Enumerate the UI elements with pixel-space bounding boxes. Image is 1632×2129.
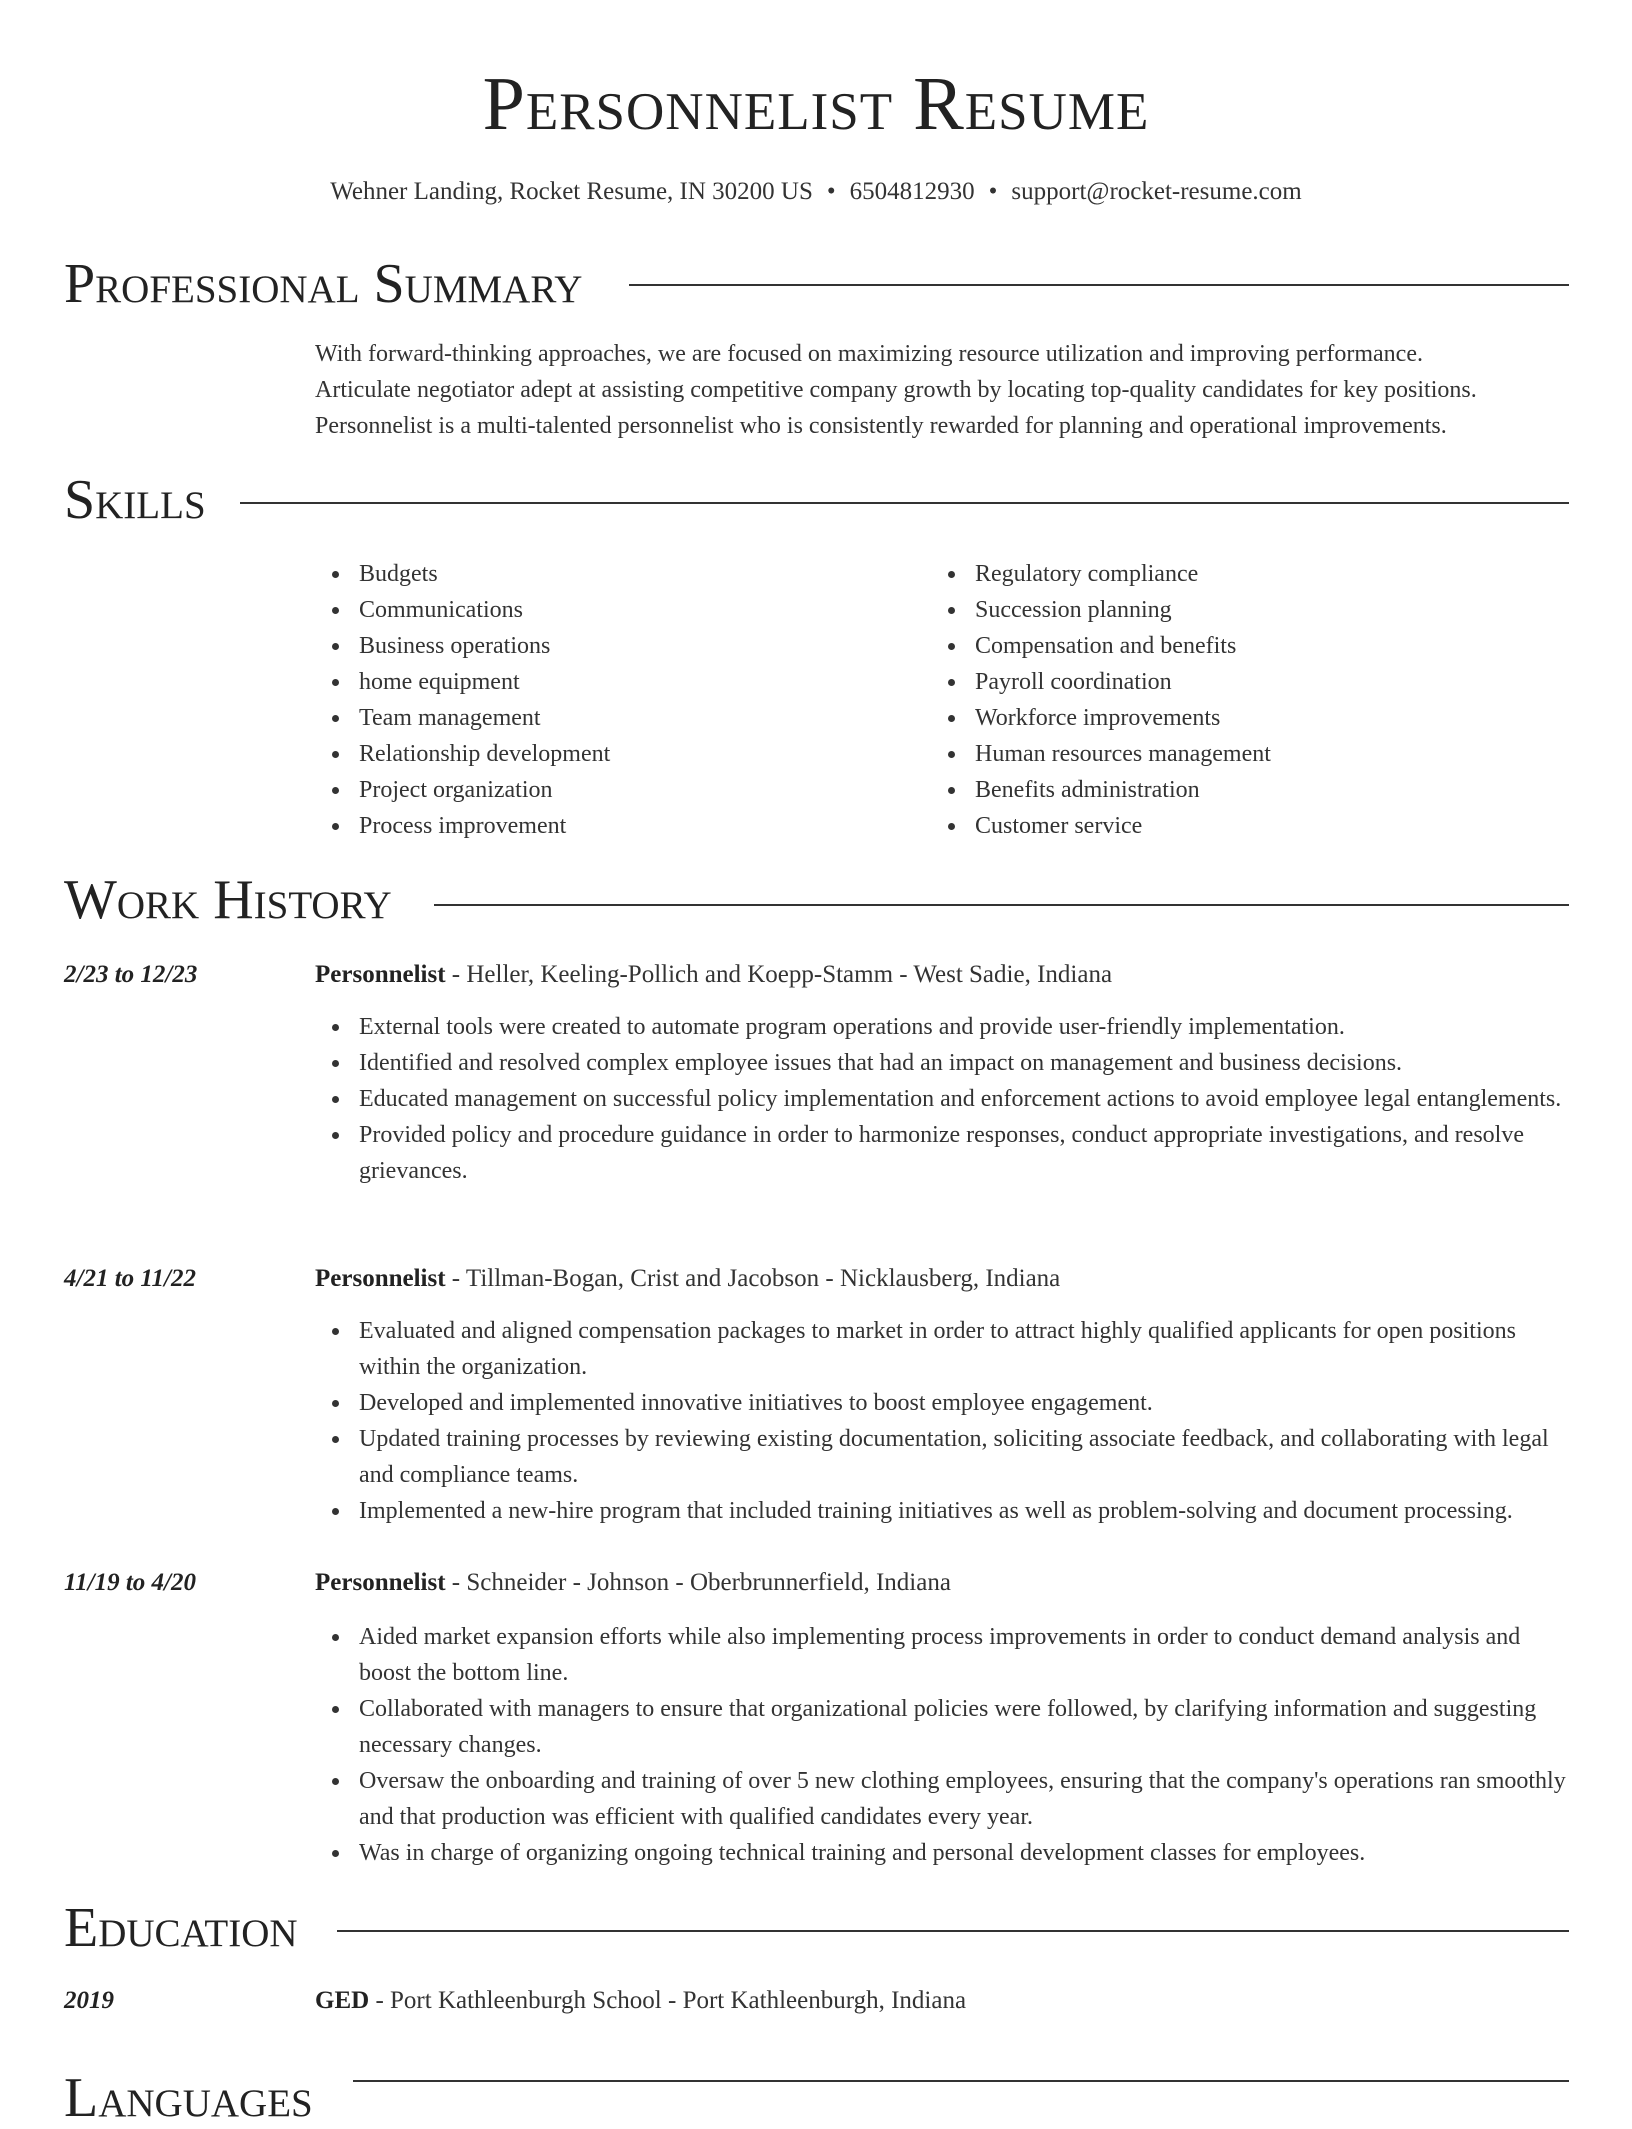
contact-separator: •: [826, 178, 836, 205]
skill-item: Communications: [315, 592, 915, 628]
job-bullet: Identified and resolved complex employee issues that had an impact on management and business decisions.: [315, 1045, 1569, 1081]
skill-item: Regulatory compliance: [931, 556, 1531, 592]
job-bullet: Developed and implemented innovative initiatives to boost employee engagement.: [315, 1385, 1569, 1421]
job-role: Personnelist: [315, 961, 446, 988]
summary-line: With forward-thinking approaches, we are focused on maximizing resource utilization and improving performance.: [315, 341, 1423, 367]
section-professional-summary: [64, 246, 1569, 318]
skill-item: Relationship development: [315, 736, 915, 772]
section-languages: [64, 2040, 1569, 2129]
job-bullet: Provided policy and procedure guidance in order to harmonize responses, conduct appropriate investigations, and resolve grievances.: [315, 1117, 1569, 1189]
skill-item: Workforce improvements: [931, 700, 1531, 736]
summary-text: [315, 336, 1569, 444]
job-role: Personnelist: [315, 1265, 446, 1292]
section-title: Work History: [64, 870, 396, 930]
job-details: - Schneider - Johnson - Oberbrunnerfield, Indiana: [445, 1569, 951, 1596]
skill-item: Human resources management: [931, 736, 1531, 772]
contact-line: [0, 176, 1632, 208]
job-heading: [315, 1565, 1569, 1601]
education-heading: [315, 1983, 1569, 2019]
skill-item: Team management: [315, 700, 915, 736]
skill-item: Process improvement: [315, 808, 915, 844]
job-bullet: Evaluated and aligned compensation packages to market in order to attract highly qualified applicants for open positions within the organization.: [315, 1313, 1569, 1385]
skill-item: Project organization: [315, 772, 915, 808]
contact-address: Wehner Landing, Rocket Resume, IN 30200 US: [330, 178, 813, 205]
contact-phone[interactable]: 6504812930: [849, 178, 975, 205]
job-details: - Tillman-Bogan, Crist and Jacobson - Nicklausberg, Indiana: [445, 1265, 1061, 1292]
education-degree: GED: [315, 1987, 370, 2014]
job-bullet: Implemented a new-hire program that included training initiatives as well as problem-solving and document processing.: [315, 1493, 1569, 1529]
section-divider: [434, 904, 1569, 906]
contact-separator: •: [988, 178, 998, 205]
skill-item: Business operations: [315, 628, 915, 664]
job-bullet: Educated management on successful policy implementation and enforcement actions to avoid employee legal entanglements.: [315, 1081, 1569, 1117]
job-bullet: External tools were created to automate program operations and provide user-friendly implementation.: [315, 1009, 1569, 1045]
job-bullet: Updated training processes by reviewing existing documentation, soliciting associate feedback, and collaborating with legal and compliance teams.: [315, 1421, 1569, 1493]
section-divider: [353, 2080, 1569, 2082]
resume-title: Personnelist Resume: [482, 62, 1150, 146]
skill-item: Budgets: [315, 556, 915, 592]
section-title: Languages: [64, 2068, 317, 2128]
job-heading: [315, 1261, 1569, 1297]
education-year: 2019: [64, 1987, 114, 2014]
section-education: [64, 1890, 1569, 1962]
section-title: Professional Summary: [64, 254, 586, 314]
section-work-history: [64, 862, 1569, 934]
summary-line: Articulate negotiator adept at assisting competitive company growth by locating top-quality candidates for key positions.: [315, 377, 1477, 403]
section-divider: [240, 502, 1569, 504]
education-details: - Port Kathleenburgh School - Port Kathleenburgh, Indiana: [369, 1987, 967, 2014]
job-role: Personnelist: [315, 1569, 446, 1596]
skill-item: Succession planning: [931, 592, 1531, 628]
job-bullet: Collaborated with managers to ensure that organizational policies were followed, by clarifying information and suggesting necessary changes.: [315, 1691, 1569, 1763]
skill-item: Customer service: [931, 808, 1531, 844]
job-bullets: [315, 1313, 1569, 1529]
section-divider: [629, 284, 1569, 286]
skill-item: home equipment: [315, 664, 915, 700]
job-bullet: Oversaw the onboarding and training of over 5 new clothing employees, ensuring that the company's operations ran smoothly and that production was efficient with qualified candidates every year.: [315, 1763, 1569, 1835]
skill-item: Benefits administration: [931, 772, 1531, 808]
job-heading: [315, 957, 1569, 993]
section-divider: [337, 1930, 1569, 1932]
skill-item: Compensation and benefits: [931, 628, 1531, 664]
skill-item: Payroll coordination: [931, 664, 1531, 700]
skills-column-left: [315, 556, 915, 844]
job-dates: 11/19 to 4/20: [64, 1569, 196, 1596]
job-dates: 2/23 to 12/23: [64, 961, 198, 988]
job-bullets: [315, 1009, 1569, 1189]
section-skills: [64, 462, 1569, 534]
contact-email[interactable]: support@rocket-resume.com: [1011, 178, 1302, 205]
section-title: Skills: [64, 470, 210, 530]
job-details: - Heller, Keeling-Pollich and Koepp-Stamm - West Sadie, Indiana: [445, 961, 1113, 988]
job-bullet: Was in charge of organizing ongoing technical training and personal development classes for employees.: [315, 1835, 1569, 1871]
section-title: Education: [64, 1898, 302, 1958]
job-bullets: [315, 1619, 1569, 1871]
job-dates: 4/21 to 11/22: [64, 1265, 196, 1292]
summary-line: Personnelist is a multi-talented personnelist who is consistently rewarded for planning and operational improvements.: [315, 413, 1447, 439]
skills-column-right: [931, 556, 1531, 844]
job-bullet: Aided market expansion efforts while also implementing process improvements in order to conduct demand analysis and boost the bottom line.: [315, 1619, 1569, 1691]
